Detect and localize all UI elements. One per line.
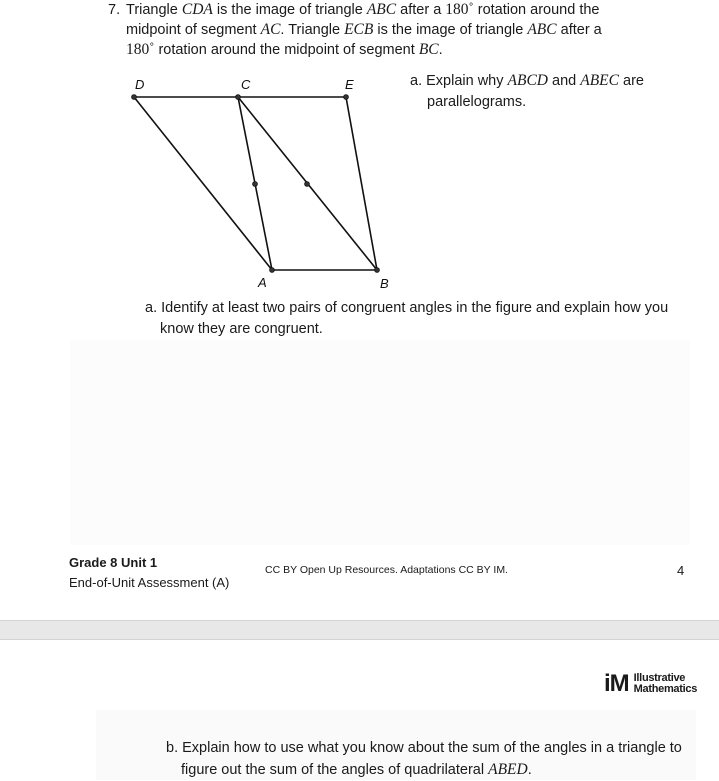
segment-DA <box>134 97 272 270</box>
answer-space <box>70 340 690 545</box>
midpoint-BC <box>305 182 310 187</box>
point-D <box>132 95 137 100</box>
footer-unit-info <box>69 553 229 593</box>
question-line-3: 180˚ rotation around the midpoint of segment BC. <box>126 41 443 58</box>
point-A <box>270 268 275 273</box>
label-C: C <box>241 77 251 92</box>
page-separator <box>0 620 719 640</box>
footer-page-number: 4 <box>677 563 685 578</box>
footer-assessment: End-of-Unit Assessment (A) <box>69 575 230 590</box>
point-E <box>344 95 349 100</box>
part-a-parallelograms: a. Explain why ABCD and ABEC are parallelograms. <box>410 72 644 110</box>
midpoint-AC <box>253 182 258 187</box>
question-line-1: Triangle CDA is the image of triangle ABC after a 180˚ rotation around the <box>126 1 600 18</box>
page-2 <box>0 640 719 780</box>
label-E: E <box>345 77 354 92</box>
geometry-figure <box>120 74 400 296</box>
footer-grade: Grade 8 Unit 1 <box>69 555 158 570</box>
illustrative-mathematics-logo: iM Illustrative Mathematics <box>604 670 698 697</box>
part-a-congruent-angles: a. Identify at least two pairs of congruent angles in the figure and explain how you know they are congruent. <box>145 300 669 337</box>
question-line-2: midpoint of segment AC. Triangle ECB is the image of triangle ABC after a <box>126 21 602 38</box>
footer-license: CC BY Open Up Resources. Adaptations CC BY IM. <box>265 564 508 576</box>
part-b-angle-sum: b. Explain how to use what you know about the sum of the angles in a triangle to figure out the sum of the angles of quadrilateral ABED. <box>166 740 682 778</box>
label-D: D <box>135 77 145 92</box>
label-A: A <box>258 275 267 290</box>
segment-EB <box>346 97 377 270</box>
question-7 <box>108 0 708 60</box>
im-logo-icon: iM <box>604 670 629 697</box>
label-B: B <box>380 276 389 291</box>
point-C <box>236 95 241 100</box>
point-B <box>375 268 380 273</box>
question-number: 7. <box>108 2 121 18</box>
